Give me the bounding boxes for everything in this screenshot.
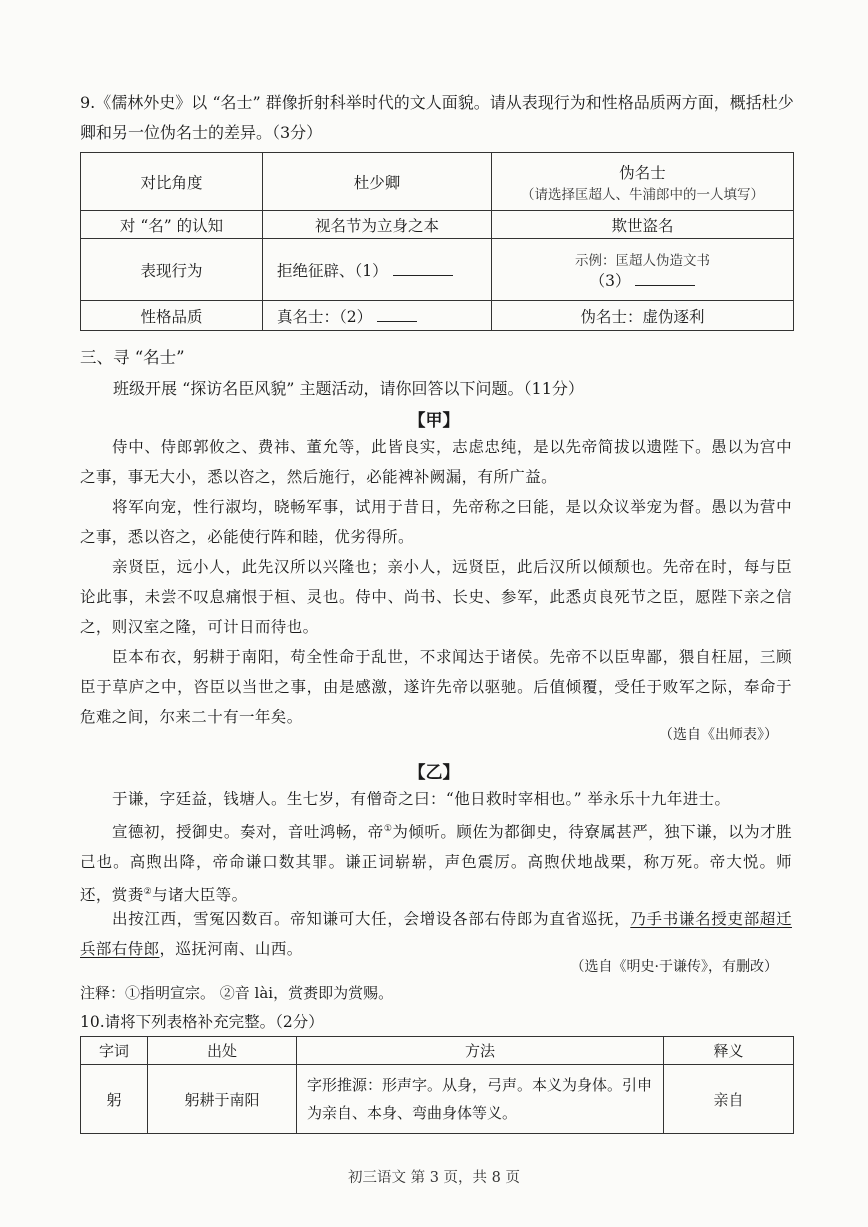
footnote-mark-2: ②: [143, 887, 153, 898]
cell-source: 躬耕于南阳: [148, 1065, 297, 1134]
header-source: 出处: [148, 1037, 297, 1065]
header-fake: [492, 153, 794, 211]
section-title: 三、寻 “名士”: [80, 348, 185, 367]
row-recognition-fake: 欺世盗名: [492, 211, 794, 239]
cell-meaning: 亲自: [664, 1065, 794, 1134]
row-behavior-fake: [492, 239, 794, 301]
cell-method: 字形推源：形声字。从身，弓声。本义为身体。引申为亲自、本身、弯曲身体等义。: [297, 1065, 664, 1134]
yi-p3-part-a: 出按江西，雪冤囚数百。帝知谦可大任，会增设各部右侍郎为直省巡抚，: [112, 910, 631, 928]
yi-paragraph-2: [80, 814, 792, 910]
row-recognition-label: 对 “名” 的认知: [81, 211, 263, 239]
blank-1[interactable]: [393, 261, 453, 276]
word-table: [80, 1036, 794, 1134]
yi-paragraph-3: [80, 904, 792, 964]
row-behavior-label: 表现行为: [81, 239, 263, 301]
page-footer: 初三语文 第 3 页，共 8 页: [348, 1170, 520, 1186]
header-fake-title: 伪名士: [619, 163, 666, 182]
jia-paragraph-4: 臣本布衣，躬耕于南阳，苟全性命于乱世，不求闻达于诸侯。先帝不以臣卑鄙，猥自枉屈，三顾臣于草庐之中，咨臣以当世之事，由是感激，遂许先帝以驱驰。后值倾覆，受任于败军之际，奉命于危难之间，尔来二十有一年矣。: [80, 648, 792, 726]
comparison-table: [80, 152, 794, 331]
behavior-fake-text: （3）: [589, 271, 631, 290]
jia-paragraph-3: 亲贤臣，远小人，此先汉所以兴隆也；亲小人，远贤臣，此后汉所以倾颓也。先帝在时，每与臣论此事，未尝不叹息痛恨于桓、灵也。侍中、尚书、长史、参军，此悉贞良死节之臣，愿陛下亲之信之，则汉室之隆，可计日而待也。: [80, 558, 792, 636]
yi-p2-part-b: 为倾听。顾佐为都御史，待寮属甚严，独下谦，以为才胜己也。高煦出降，帝命谦口数其罪。谦正词崭崭，声色震厉。高煦伏地战栗，称万死。帝大悦。师还，赏赉: [80, 823, 792, 905]
jia-paragraph-1: 侍中、侍郎郭攸之、费祎、董允等，此皆良实，志虑忠纯，是以先帝简拔以遗陛下。愚以为宫中之事，事无大小，悉以咨之，然后施行，必能裨补阙漏，有所广益。: [80, 438, 792, 486]
header-fake-sub: （请选择匡超人、牛浦郎中的一人填写）: [521, 186, 764, 203]
header-word: 字词: [81, 1037, 148, 1065]
behavior-du-text: 拒绝征辟、（1）: [277, 261, 388, 280]
character-du-text: 真名士：（2）: [277, 307, 373, 326]
header-meaning: 释义: [664, 1037, 794, 1065]
underlined-sentence: 乃手书谦名授吏部超迁兵部右侍郎: [80, 910, 792, 958]
cell-word: 躬: [81, 1065, 148, 1134]
row-recognition-du: 视名节为立身之本: [263, 211, 492, 239]
header-method: 方法: [297, 1037, 664, 1065]
behavior-example: 示例：匡超人伪造文书: [575, 252, 710, 269]
row-character-du: [263, 301, 492, 331]
row-character-label: 性格品质: [81, 301, 263, 331]
blank-3[interactable]: [635, 271, 695, 286]
header-angle: 对比角度: [81, 153, 263, 211]
yi-p2-part-c: 与诸大臣等。: [152, 886, 248, 905]
row-character-fake: 伪名士：虚伪逐利: [492, 301, 794, 331]
blank-2[interactable]: [377, 307, 417, 322]
annotation-note: 注释：①指明宣宗。 ②音 lài，赏赉即为赏赐。: [80, 984, 394, 1002]
yi-p3-part-b: ，巡抚河南、山西。: [159, 940, 303, 958]
yi-paragraph-1: 于谦，字廷益，钱塘人。生七岁，有僧奇之曰：“他日救时宰相也。” 举永乐十九年进士。: [112, 790, 731, 808]
jia-paragraph-2: 将军向宠，性行淑均，晓畅军事，试用于昔日，先帝称之曰能，是以众议举宠为督。愚以为营中之事，悉以咨之，必能使行阵和睦，优劣得所。: [80, 498, 792, 546]
jia-source: （选自《出师表》）: [659, 727, 778, 743]
question-10: 10.请将下列表格补充完整。（2分）: [80, 1013, 324, 1031]
header-du: 杜少卿: [263, 153, 492, 211]
question-9: 9.《儒林外史》以 “名士” 群像折射科举时代的文人面貌。请从表现行为和性格品质两方面，概括杜少卿和另一位伪名士的差异。（3分）: [80, 93, 794, 142]
yi-source: （选自《明史·于谦传》，有删改）: [570, 959, 778, 975]
section-intro: 班级开展 “探访名臣风貌” 主题活动，请你回答以下问题。（11分）: [113, 379, 584, 398]
footnote-mark-1: ①: [383, 824, 393, 834]
yi-p2-part-a: 宣德初，授御史。奏对，音吐鸿畅，帝: [112, 823, 384, 842]
heading-jia: 【甲】: [408, 411, 460, 431]
heading-yi: 【乙】: [408, 763, 460, 783]
row-behavior-du: [263, 239, 492, 301]
